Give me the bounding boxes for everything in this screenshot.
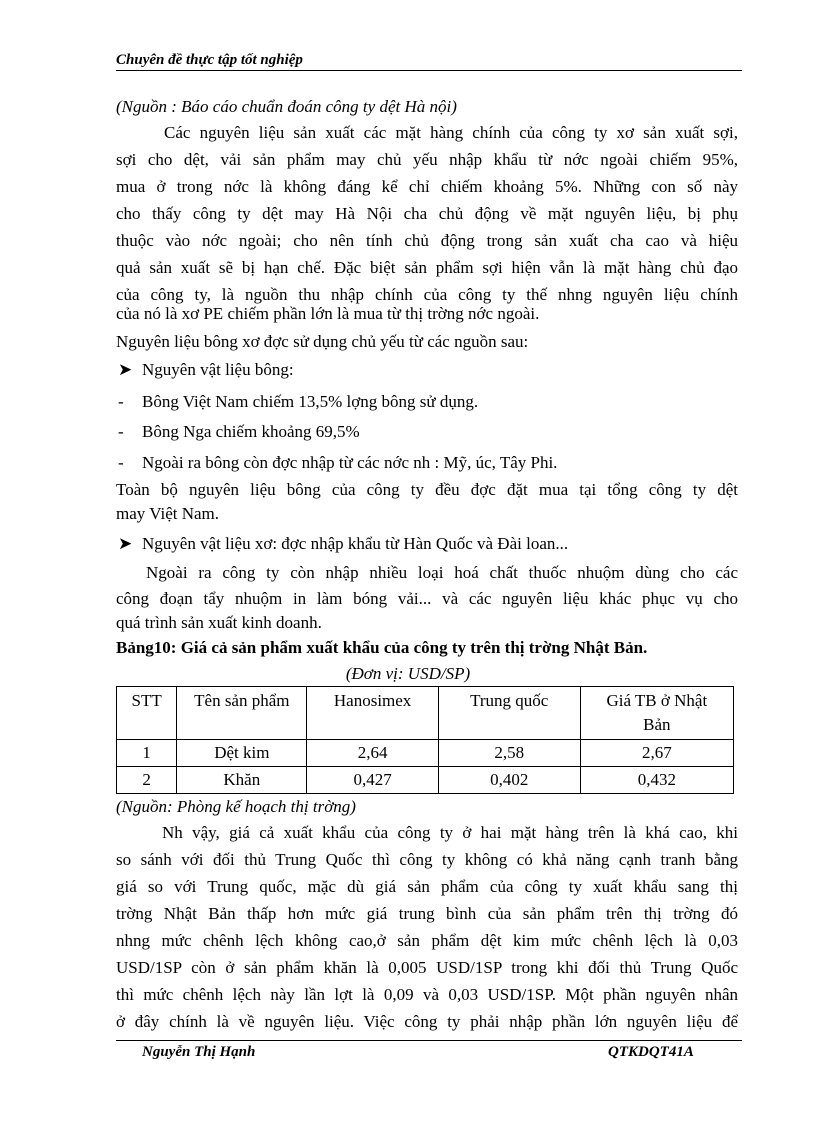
table-cell: Dệt kim	[177, 740, 307, 767]
cotton-source-item: Ngoài ra bông còn đợc nhập từ các nớc nh : Mỹ, úc, Tây Phi.	[142, 453, 558, 472]
table-row	[117, 740, 734, 767]
table-row	[117, 767, 734, 794]
table-cell: 2	[117, 767, 177, 794]
paragraph3-line: nhng mức chênh lệch không cao,ở sản phẩm dệt kim mức chênh lệch là 0,03	[116, 931, 738, 950]
paragraph1-line: Các nguyên liệu sản xuất các mặt hàng chính của công ty xơ sản xuất sợi,	[164, 123, 738, 142]
table-cell: 2,67	[580, 740, 733, 767]
header-japan-avg-line1: Giá TB ở Nhật	[606, 691, 708, 710]
paragraph3-line: so sánh với đối thủ Trung Quốc thì công ty không có khả năng cạnh tranh bằng	[116, 850, 738, 869]
arrow-bullet-icon: ➤	[118, 360, 133, 379]
dash-bullet-icon: -	[118, 453, 124, 472]
paragraph1-line: cho thấy công ty dệt may Hà Nội cha chủ động về mặt nguyên liệu, bị phụ	[116, 204, 738, 223]
header-stt: STT	[117, 687, 177, 740]
table-cell: 0,402	[438, 767, 580, 794]
table-cell: 2,64	[307, 740, 438, 767]
table-cell: Khăn	[177, 767, 307, 794]
source-note-2: (Nguồn: Phòng kế hoạch thị trờng)	[116, 797, 356, 816]
cotton-summary-line: may Việt Nam.	[116, 504, 220, 523]
cotton-source-item: Bông Việt Nam chiếm 13,5% lợng bông sử dụng.	[142, 392, 479, 411]
page-header	[116, 50, 742, 71]
paragraph1-line: của công ty, là nguồn thu nhập chính của công ty thế nhng nguyên liệu chính	[116, 285, 738, 304]
table-cell: 0,427	[307, 767, 438, 794]
paragraph1-line: của nó là xơ PE chiếm phần lớn là mua từ thị trờng nớc ngoài.	[116, 304, 540, 323]
table-cell: 2,58	[438, 740, 580, 767]
paragraph1-line: sợi cho dệt, vải sản phẩm may chủ yếu nhập khẩu từ nớc ngoài chiếm 95%,	[116, 150, 738, 169]
header-product: Tên sản phẩm	[177, 687, 307, 740]
table-header-row	[117, 687, 734, 740]
cotton-source-item: Bông Nga chiếm khoảng 69,5%	[142, 422, 360, 441]
table-cell: 1	[117, 740, 177, 767]
paragraph3-line: trờng Nhật Bản thấp hơn mức giá trung bình của sản phẩm trên thị trờng đó	[116, 904, 738, 923]
paragraph3-line: ở đây chính là về nguyên liệu. Việc công ty phải nhập phần lớn nguyên liệu để	[116, 1012, 738, 1031]
header-china: Trung quốc	[438, 687, 580, 740]
dash-bullet-icon: -	[118, 392, 124, 411]
paragraph3-line: Nh vậy, giá cả xuất khẩu của công ty ở hai mặt hàng trên là khá cao, khi	[162, 823, 738, 842]
paragraph2-line: Ngoài ra công ty còn nhập nhiều loại hoá chất thuốc nhuộm dùng cho các	[146, 563, 738, 582]
source-note-1: (Nguồn : Báo cáo chuẩn đoán công ty dệt Hà nội)	[116, 97, 457, 116]
header-japan-avg	[580, 687, 733, 740]
bullet-fiber: Nguyên vật liệu xơ: đợc nhập khẩu từ Hàn Quốc và Đài loan...	[142, 534, 569, 553]
paragraph2-line: công đoạn tẩy nhuộm in làm bóng vải... và các nguyên liệu khác phục vụ cho	[116, 589, 738, 608]
table-caption: Bảng10: Giá cả sản phẩm xuất khẩu của công ty trên thị trờng Nhật Bản.	[116, 638, 648, 657]
price-table	[116, 686, 734, 794]
table-unit: (Đơn vị: USD/SP)	[345, 664, 471, 683]
dash-bullet-icon: -	[118, 422, 124, 441]
paragraph3-line: thì mức chênh lệch này lần lợt là 0,09 và 0,03 USD/1SP. Một phần nguyên nhân	[116, 985, 738, 1004]
cotton-summary-line: Toàn bộ nguyên liệu bông của công ty đều đợc đặt mua tại tổng công ty dệt	[116, 480, 738, 499]
paragraph3-line: USD/1SP còn ở sản phẩm khăn là 0,005 USD/1SP trong khi đối thủ Trung Quốc	[116, 958, 738, 977]
paragraph1-line: thuộc vào nớc ngoài; cho nên tính chủ động trong sản xuất cha cao và hiệu	[116, 231, 738, 250]
footer-author: Nguyễn Thị Hạnh	[142, 1044, 256, 1060]
table-cell: 0,432	[580, 767, 733, 794]
arrow-bullet-icon: ➤	[118, 534, 133, 553]
footer-divider	[116, 1040, 742, 1041]
sources-intro: Nguyên liệu bông xơ đợc sử dụng chủ yếu từ các nguồn sau:	[116, 332, 529, 351]
paragraph1-line: mua ở trong nớc là không đáng kể chỉ chiếm khoảng 5%. Những con số này	[116, 177, 738, 196]
bullet-cotton: Nguyên vật liệu bông:	[142, 360, 294, 379]
header-title: Chuyên đề thực tập tốt nghiệp	[116, 52, 303, 68]
paragraph1-line: quả sản xuất sẽ bị hạn chế. Đặc biệt sản phẩm sợi hiện vẫn là mặt hàng chủ đạo	[116, 258, 738, 277]
paragraph2-line: quá trình sản xuất kinh doanh.	[116, 613, 322, 632]
header-japan-avg-line2: Bản	[643, 715, 671, 734]
header-hanosimex: Hanosimex	[307, 687, 438, 740]
paragraph3-line: giá so với Trung quốc, mặc dù giá sản phẩm của công ty xuất khẩu sang thị	[116, 877, 738, 896]
footer-class-code: QTKDQT41A	[608, 1044, 694, 1060]
